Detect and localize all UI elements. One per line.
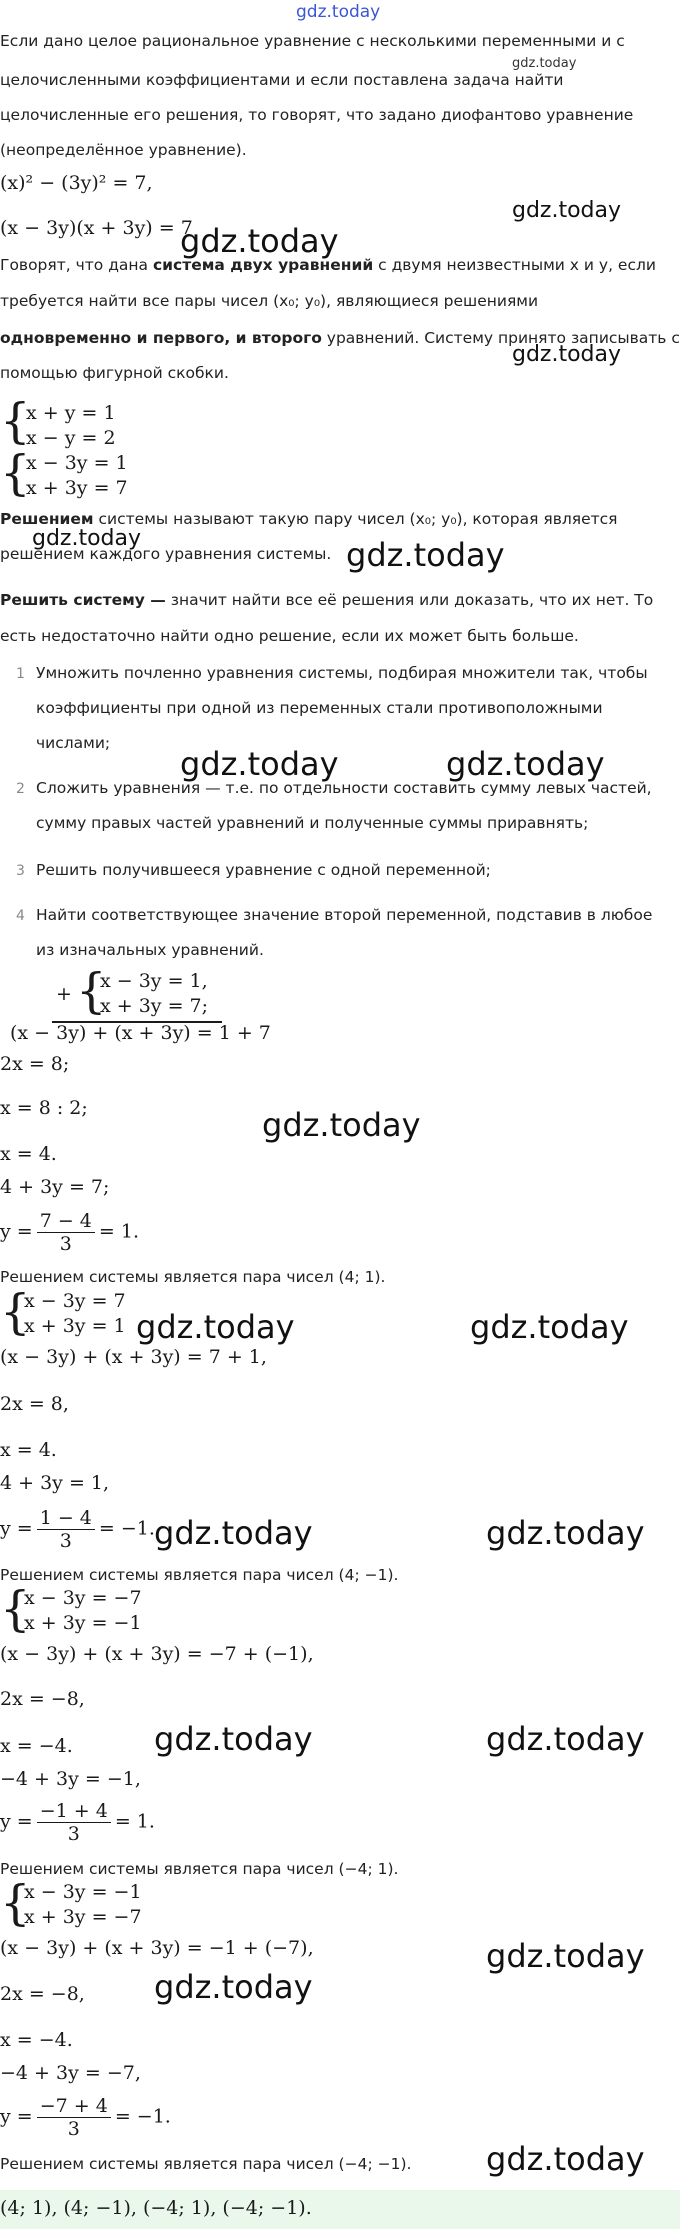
- step-2-line-2: сумму правых частей уравнений и полученные суммы приравнять;: [36, 814, 589, 832]
- system-eq: x − y = 2: [26, 427, 116, 449]
- answer-box: [0, 2190, 680, 2229]
- case-result: Решением системы является пара чисел (−4; −1).: [0, 2155, 412, 2173]
- case-result: Решением системы является пара чисел (−4; 1).: [0, 1860, 399, 1878]
- answer-text: (4; 1), (4; −1), (−4; 1), (−4; −1).: [0, 2197, 312, 2219]
- step-line: 2x = 8;: [0, 1053, 70, 1075]
- left-brace: {: [0, 1875, 31, 1931]
- system-eq: x − 3y = 7: [24, 1290, 126, 1312]
- left-brace: {: [0, 393, 31, 449]
- step-line: −4 + 3y = −1,: [0, 1768, 141, 1790]
- watermark: gdz.today: [154, 1514, 313, 1552]
- system-eq: x − 3y = 1,: [100, 970, 208, 992]
- step-number: 4: [16, 908, 25, 924]
- watermark: gdz.today: [32, 526, 142, 551]
- left-brace: {: [0, 1581, 31, 1637]
- system-def-line-4: помощью фигурной скобки.: [0, 364, 229, 382]
- watermark: gdz.today: [486, 1720, 645, 1758]
- watermark-small: gdz.today: [512, 56, 577, 71]
- watermark-top: gdz.today: [296, 2, 381, 22]
- y-fraction-equation: y = $\frac{-7 + 4}{3}$ = −1.: [0, 2095, 171, 2140]
- case-result: Решением системы является пара чисел (4; −1).: [0, 1566, 399, 1584]
- case-result: Решением системы является пара чисел (4; 1).: [0, 1268, 386, 1286]
- left-brace: {: [76, 963, 107, 1019]
- system-eq: x + y = 1: [26, 402, 116, 424]
- plus-sign: +: [56, 983, 72, 1005]
- watermark: gdz.today: [486, 1937, 645, 1975]
- step-line: x = 4.: [0, 1143, 57, 1165]
- solve-def-line-2: есть недостаточно найти одно решение, если их может быть больше.: [0, 627, 579, 645]
- y-fraction-equation: y = $\frac{7 - 4}{3}$ = 1.: [0, 1210, 139, 1255]
- system-eq: x − 3y = −1: [24, 1881, 142, 1903]
- step-4-line-1: Найти соответствующее значение второй переменной, подставив в любое: [36, 906, 653, 924]
- intro-line-1: Если дано целое рациональное уравнение с несколькими переменными и с: [0, 32, 625, 50]
- step-1-line-1: Умножить почленно уравнения системы, подбирая множители так, чтобы: [36, 664, 648, 682]
- system-eq: x − 3y = −7: [24, 1587, 142, 1609]
- step-3-line-1: Решить получившееся уравнение с одной переменной;: [36, 861, 491, 879]
- system-eq: x + 3y = 7;: [100, 995, 209, 1017]
- step-number: 1: [16, 666, 25, 682]
- step-line: 2x = 8,: [0, 1393, 69, 1415]
- system-eq: x + 3y = 7: [26, 477, 128, 499]
- watermark: gdz.today: [470, 1308, 629, 1346]
- left-brace: {: [0, 445, 31, 501]
- watermark: gdz.today: [180, 745, 339, 783]
- equation-2: (x − 3y)(x + 3y) = 7: [0, 217, 193, 239]
- watermark: gdz.today: [180, 222, 339, 260]
- step-line: x = −4.: [0, 1735, 73, 1757]
- step-line: 4 + 3y = 1,: [0, 1472, 110, 1494]
- watermark: gdz.today: [136, 1308, 295, 1346]
- system-eq: x − 3y = 1: [26, 452, 128, 474]
- equation-1: (x)² − (3y)² = 7,: [0, 172, 153, 194]
- watermark: gdz.today: [486, 2140, 645, 2178]
- solve-def-line-1: Решить систему — значит найти все её решения или доказать, что их нет. То: [0, 591, 654, 609]
- system-def-line-3: одновременно и первого, и второго уравнений. Систему принято записывать с: [0, 329, 680, 347]
- left-brace: {: [0, 1284, 31, 1340]
- watermark: gdz.today: [486, 1514, 645, 1552]
- step-line: 2x = −8,: [0, 1688, 85, 1710]
- y-fraction-equation: y = $\frac{1 - 4}{3}$ = −1.: [0, 1507, 155, 1552]
- step-line: −4 + 3y = −7,: [0, 2062, 141, 2084]
- system-def-line-2: требуется найти все пары чисел (x₀; y₀), являющиеся решениями: [0, 292, 539, 310]
- step-line: 4 + 3y = 7;: [0, 1176, 110, 1198]
- watermark: gdz.today: [446, 745, 605, 783]
- watermark: gdz.today: [512, 198, 622, 223]
- watermark: gdz.today: [154, 1968, 313, 2006]
- sum-equation: (x − 3y) + (x + 3y) = 1 + 7: [10, 1022, 271, 1044]
- step-number: 2: [16, 781, 25, 797]
- watermark: gdz.today: [154, 1720, 313, 1758]
- step-line: x = 8 : 2;: [0, 1097, 88, 1119]
- step-1-line-3: числами;: [36, 734, 111, 752]
- step-4-line-2: из изначальных уравнений.: [36, 941, 264, 959]
- watermark: gdz.today: [262, 1106, 421, 1144]
- intro-line-4: (неопределённое уравнение).: [0, 141, 247, 159]
- solution-def-line-2: решением каждого уравнения системы.: [0, 545, 332, 563]
- sum-equation: (x − 3y) + (x + 3y) = −7 + (−1),: [0, 1643, 314, 1665]
- system-eq: x + 3y = 1: [24, 1315, 126, 1337]
- watermark: gdz.today: [512, 342, 622, 367]
- intro-line-3: целочисленные его решения, то говорят, что задано диофантово уравнение: [0, 106, 634, 124]
- y-fraction-equation: y = $\frac{-1 + 4}{3}$ = 1.: [0, 1800, 155, 1845]
- step-line: 2x = −8,: [0, 1983, 85, 2005]
- intro-line-2: целочисленными коэффициентами и если поставлена задача найти: [0, 71, 564, 89]
- solution-def-line-1: Решением системы называют такую пару чисел (x₀; y₀), которая является: [0, 510, 618, 528]
- system-def-line-1: Говорят, что дана система двух уравнений с двумя неизвестными x и y, если: [0, 256, 656, 274]
- step-line: x = 4.: [0, 1439, 57, 1461]
- step-line: x = −4.: [0, 2029, 73, 2051]
- sum-equation: (x − 3y) + (x + 3y) = 7 + 1,: [0, 1346, 267, 1368]
- step-2-line-1: Сложить уравнения — т.е. по отдельности составить сумму левых частей,: [36, 779, 652, 797]
- sum-equation: (x − 3y) + (x + 3y) = −1 + (−7),: [0, 1937, 314, 1959]
- system-eq: x + 3y = −7: [24, 1906, 142, 1928]
- step-1-line-2: коэффициенты при одной из переменных стали противоположными: [36, 699, 603, 717]
- step-number: 3: [16, 863, 25, 879]
- system-eq: x + 3y = −1: [24, 1612, 142, 1634]
- watermark: gdz.today: [346, 536, 505, 574]
